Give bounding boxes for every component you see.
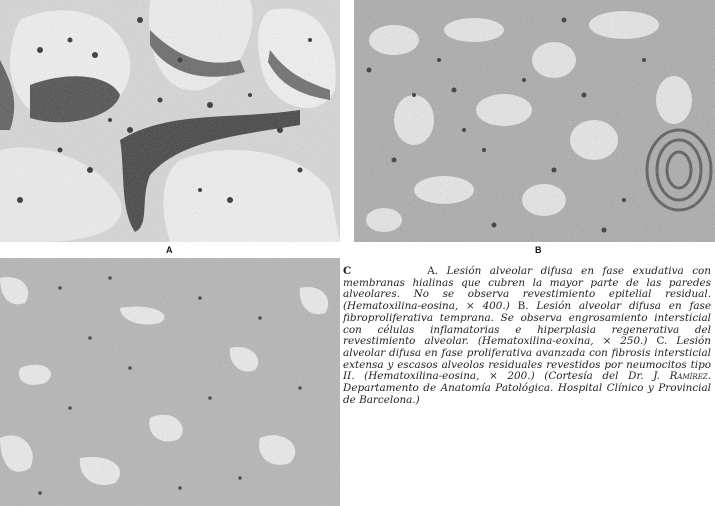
figure-caption — [343, 266, 711, 406]
histology-fibroproliferative-phase-icon — [354, 0, 715, 242]
micrograph-panel-b — [354, 0, 715, 242]
caption-letter-b: B. — [517, 300, 529, 313]
caption-letter-a: A. — [427, 265, 439, 277]
caption-part-a: Lesión alveolar difusa en fase exudativa con membranas hialinas que cubren la mayor parte de las paredes alveolares. No se observa revestimiento epitelial residual. (Hematoxilina-eosina, × 400.) — [343, 265, 711, 313]
histology-exudative-phase-icon — [0, 0, 340, 242]
panel-label-a: A — [166, 245, 173, 255]
panel-label-b: B — [535, 245, 542, 255]
caption-end: . Departamento de Anatomía Patológica. Hospital Clínico y Provincial de Barcelona.) — [343, 370, 711, 406]
panel-label-c: C — [343, 265, 352, 277]
micrograph-panel-a — [0, 0, 340, 242]
histology-advanced-proliferative-phase-icon — [0, 258, 340, 506]
caption-part-c: Lesión alveolar difusa en fase proliferativa avanzada con fibrosis intersticial extensa y escasos alveolos residuales revestidos por neumocitos tipo II. (Hematoxilina-eosina, × 200.) (Cortesía del Dr. J. — [343, 335, 711, 383]
caption-part-b: Lesión alveolar difusa en fase fibroproliferativa temprana. Se observa engrosamiento intersticial con células inflamatorias e hiperplasia regenerativa del revestimiento alveolar. (Hematoxilina-eoxina, × 250.) — [343, 300, 711, 348]
caption-author: Ramírez — [669, 370, 708, 383]
caption-letter-c: C. — [656, 335, 668, 348]
micrograph-panel-c — [0, 258, 340, 506]
